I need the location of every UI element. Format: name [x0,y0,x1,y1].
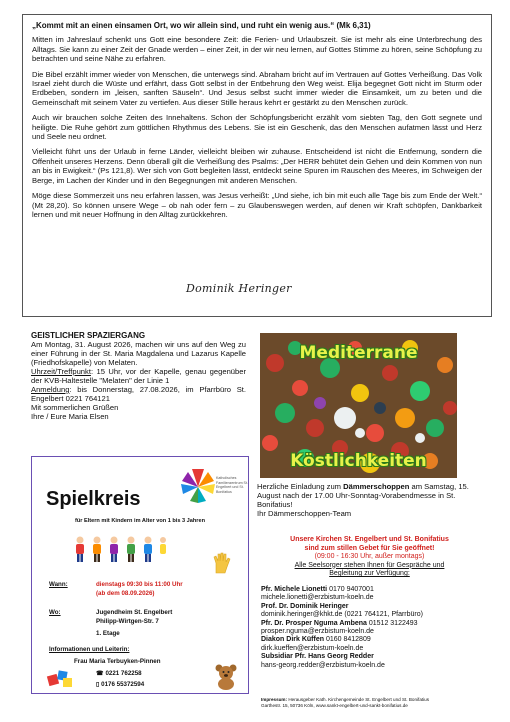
walk-title: GEISTLICHER SPAZIERGANG [31,331,146,340]
where-place: Jugendheim St. Engelbert [96,609,173,616]
daemmer-details: am Samstag, 15. August nach der 17.00 Uhr-Sonntag-Vorabendmesse in St. Bonifatius! [257,482,469,509]
photo-title-bottom: Köstlichkeiten [290,451,427,471]
impressum-line1: Herausgeber Kath. Kirchengemeinde St. Engelbert und St. Bonifatius [287,697,430,702]
daemmer-team: Ihr Dämmerschoppen-Team [257,509,352,518]
walk-registration-text: : bis Donnerstag, 27.08.2026, im Pfarrbüro St. Engelbert 0221 764121 [31,385,246,403]
contact-phone: 0160 8412809 [324,636,371,644]
phone-row [96,670,142,678]
pastors-line1: Alle Seelsorger stehen Ihnen für Gespräche und [294,561,445,569]
phone-number: 0221 762258 [105,670,142,677]
daemmerschoppen-section [257,482,482,518]
pastors-line2: Begleitung zur Verfügung: [329,570,410,577]
info-label: Informationen und Leiterin: [49,646,130,653]
spielkreis-title: Spielkreis [46,488,141,510]
spielkreis-flyer [31,456,249,694]
walk-meet-label: Uhrzeit/Treffpunkt [31,367,91,376]
meditation-paragraph: Vielleicht führt uns der Urlaub in ferne Länder, vielleicht bleiben wir zuhause. Entscheidend ist nicht die Entfernung, sondern die Offenheit unseres Herzens. Denn überall gilt die Verheißung des Psalms: „Der HERR behütet dein Gehen und dein Kommen von nun an bis in Ewigkeit.“ (Ps 121,8). Wer sich von Gott begleiten lässt, entdeckt seine Spuren im Rauschen des Meeres, im Schweigen der Berge, im Lachen der Kinder und in den Begegnungen mit anderen Menschen. [32,147,482,185]
children-illustration [72,535,167,563]
contact-phone: 0170 9407001 [327,586,374,593]
where-floor: 1. Etage [96,630,120,637]
contact-email[interactable]: dominik.heringer@khkt.de (0221 764121, Pfarrbüro) [261,611,423,619]
contact-email[interactable]: dirk.kueffen@erzbistum-koeln.de [261,644,364,652]
daemmer-intro: Herzliche Einladung zum [257,482,344,491]
when-time: dienstags 09:30 bis 11:00 Uhr [96,581,183,588]
contact-item [261,620,481,628]
walk-section [31,331,246,421]
contact-name: Prof. Dr. Dominik Heringer [261,602,349,610]
contact-item [261,653,481,661]
meditation-paragraph: Die Bibel erzählt immer wieder von Menschen, die unterwegs sind. Abraham bricht auf im Vertrauen auf Gottes Verheißung. Das Volk Israel zieht durch die Wüste und erfährt, dass Gott selbst in der Entbehrung den Weg weist. Elija begegnet Gott nicht im Sturm oder Erdbeben, sondern im „leisen, sanften Säuseln“. Und Jesus selbst sucht immer wieder die Einsamkeit, um zu beten und die Gemeinschaft mit seinem Vater zu vertiefen. Aus dieser Stille heraus kehrt er gestärkt zu den Menschen zurück. [32,69,482,107]
walk-greeting: Mit sommerlichen Grüßen [31,403,119,412]
logo-text: Katholisches Familienzentrum St. Engelbert und St. Bonifatius [216,476,248,494]
teddy-bear-icon [212,662,240,690]
meditation-paragraph: Auch wir brauchen solche Zeiten des Innehaltens. Schon der Schöpfungsbericht erzählt vom siebten Tag, den Gott segnete und heiligte. Die Ruhe gehört zum göttlichen Rhythmus des Lebens. Sie ist ein Geschenk, das den Menschen aufatmen lässt und Herz und Seele neu ordnet. [32,113,482,142]
walk-signature: Ihre / Eure Maria Elsen [31,412,109,421]
churches-line2: sind zum stillen Gebet für Sie geöffnet! [304,544,435,552]
contact-name: Subsidiar Pfr. Hans Georg Redder [261,653,374,661]
contact-name: Pfr. Michele Lionetti [261,586,328,593]
contact-item [261,586,481,594]
contact-phone: 01512 3122493 [366,619,418,627]
contact-name: Diakon Dirk Küffen [261,636,325,644]
walk-body [31,340,246,421]
churches-open-section [257,536,482,579]
mobile-icon: ▯ [96,681,100,688]
mobile-row [96,681,144,689]
walk-intro: Am Montag, 31. August 2026, machen wir uns auf den Weg zu einer Führung in der St. Maria Magdalena und Lazarus Kapelle (Friedhofskapelle) von Melaten. [31,340,246,367]
contact-item [261,603,481,611]
walk-meet-text: : 15 Uhr, vor der Kapelle, genau gegenüber der KVB-Haltestelle "Melaten" der Linie 1 [31,367,246,385]
meditation-paragraph: Möge diese Sommerzeit uns neu erfahren lassen, was Jesus verheißt: „Und siehe, ich bin mit euch alle Tage bis zum Ende der Welt.“ (Mt 28,20). So können unsere Wege – ob nah oder fern – zu Glaubenswegen werden, auf denen wir Kraft schöpfen, Dankbarkeit lernen und mit neuer Hoffnung in den Alltag zurückkehren. [32,191,482,219]
churches-hours: (09:00 - 16:30 Uhr, außer montags) [314,553,425,560]
contact-email[interactable]: michele.lionetti@erzbistum-koeln.de [261,594,374,602]
contact-email[interactable]: hans-georg.redder@erzbistum-koeln.de [261,661,385,669]
handprint-icon [210,551,234,575]
signature: Dominik Heringer [186,282,292,295]
toy-blocks-icon [46,667,76,689]
when-label: Wann: [49,581,68,588]
mobile-number: 0176 55372594 [101,681,145,688]
where-street: Philipp-Wirtgen-Str. 7 [96,618,159,625]
leader-name: Frau Maria Terbuyken-Pinnen [74,658,161,665]
meditation-paragraph: Mitten im Jahreslauf schenkt uns Gott eine besondere Zeit: die Ferien- und Urlaubszeit. Sie ist mehr als eine Unterbrechung des Alltags. Sie kann zu einer Zeit der Gnade werden – einer Zeit, in der wir neu lernen, auf Gottes Stimme zu hören, seine Schöpfung zu betrachten und seine Nähe zu erfahren. [32,35,482,64]
impressum-line2: Garthestr. 15, 50736 Köln, www.sankt-engelbert-und-sankt-bonifatius.de [261,703,408,708]
food-photo [260,333,457,478]
impressum-label: Impressum: [261,697,288,702]
when-start-note: (ab dem 08.09.2026) [96,590,155,597]
impressum [261,697,486,709]
contact-email[interactable]: prosper.nguma@erzbistum-koeln.de [261,628,374,636]
churches-line1: Unsere Kirchen St. Engelbert und St. Bonifatius [290,536,449,543]
walk-registration-label: Anmeldung [31,385,70,394]
meditation-heading: „Kommt mit an einen einsamen Ort, wo wir allein sind, und ruht ein wenig aus.“ (Mk 6,31) [32,21,371,30]
where-label: Wo: [49,609,61,616]
contacts-list [261,586,481,670]
photo-title-top: Mediterrane [299,343,418,363]
meditation-box [22,14,492,317]
spielkreis-subtitle: für Eltern mit Kindern im Alter von 1 bis 3 Jahren [74,518,206,524]
daemmer-event: Dämmerschoppen [343,482,410,491]
phone-icon: ☎ [96,670,104,677]
contact-name: Pfr. Dr. Prosper Nguma Ambena [261,619,367,627]
contact-item [261,636,481,644]
